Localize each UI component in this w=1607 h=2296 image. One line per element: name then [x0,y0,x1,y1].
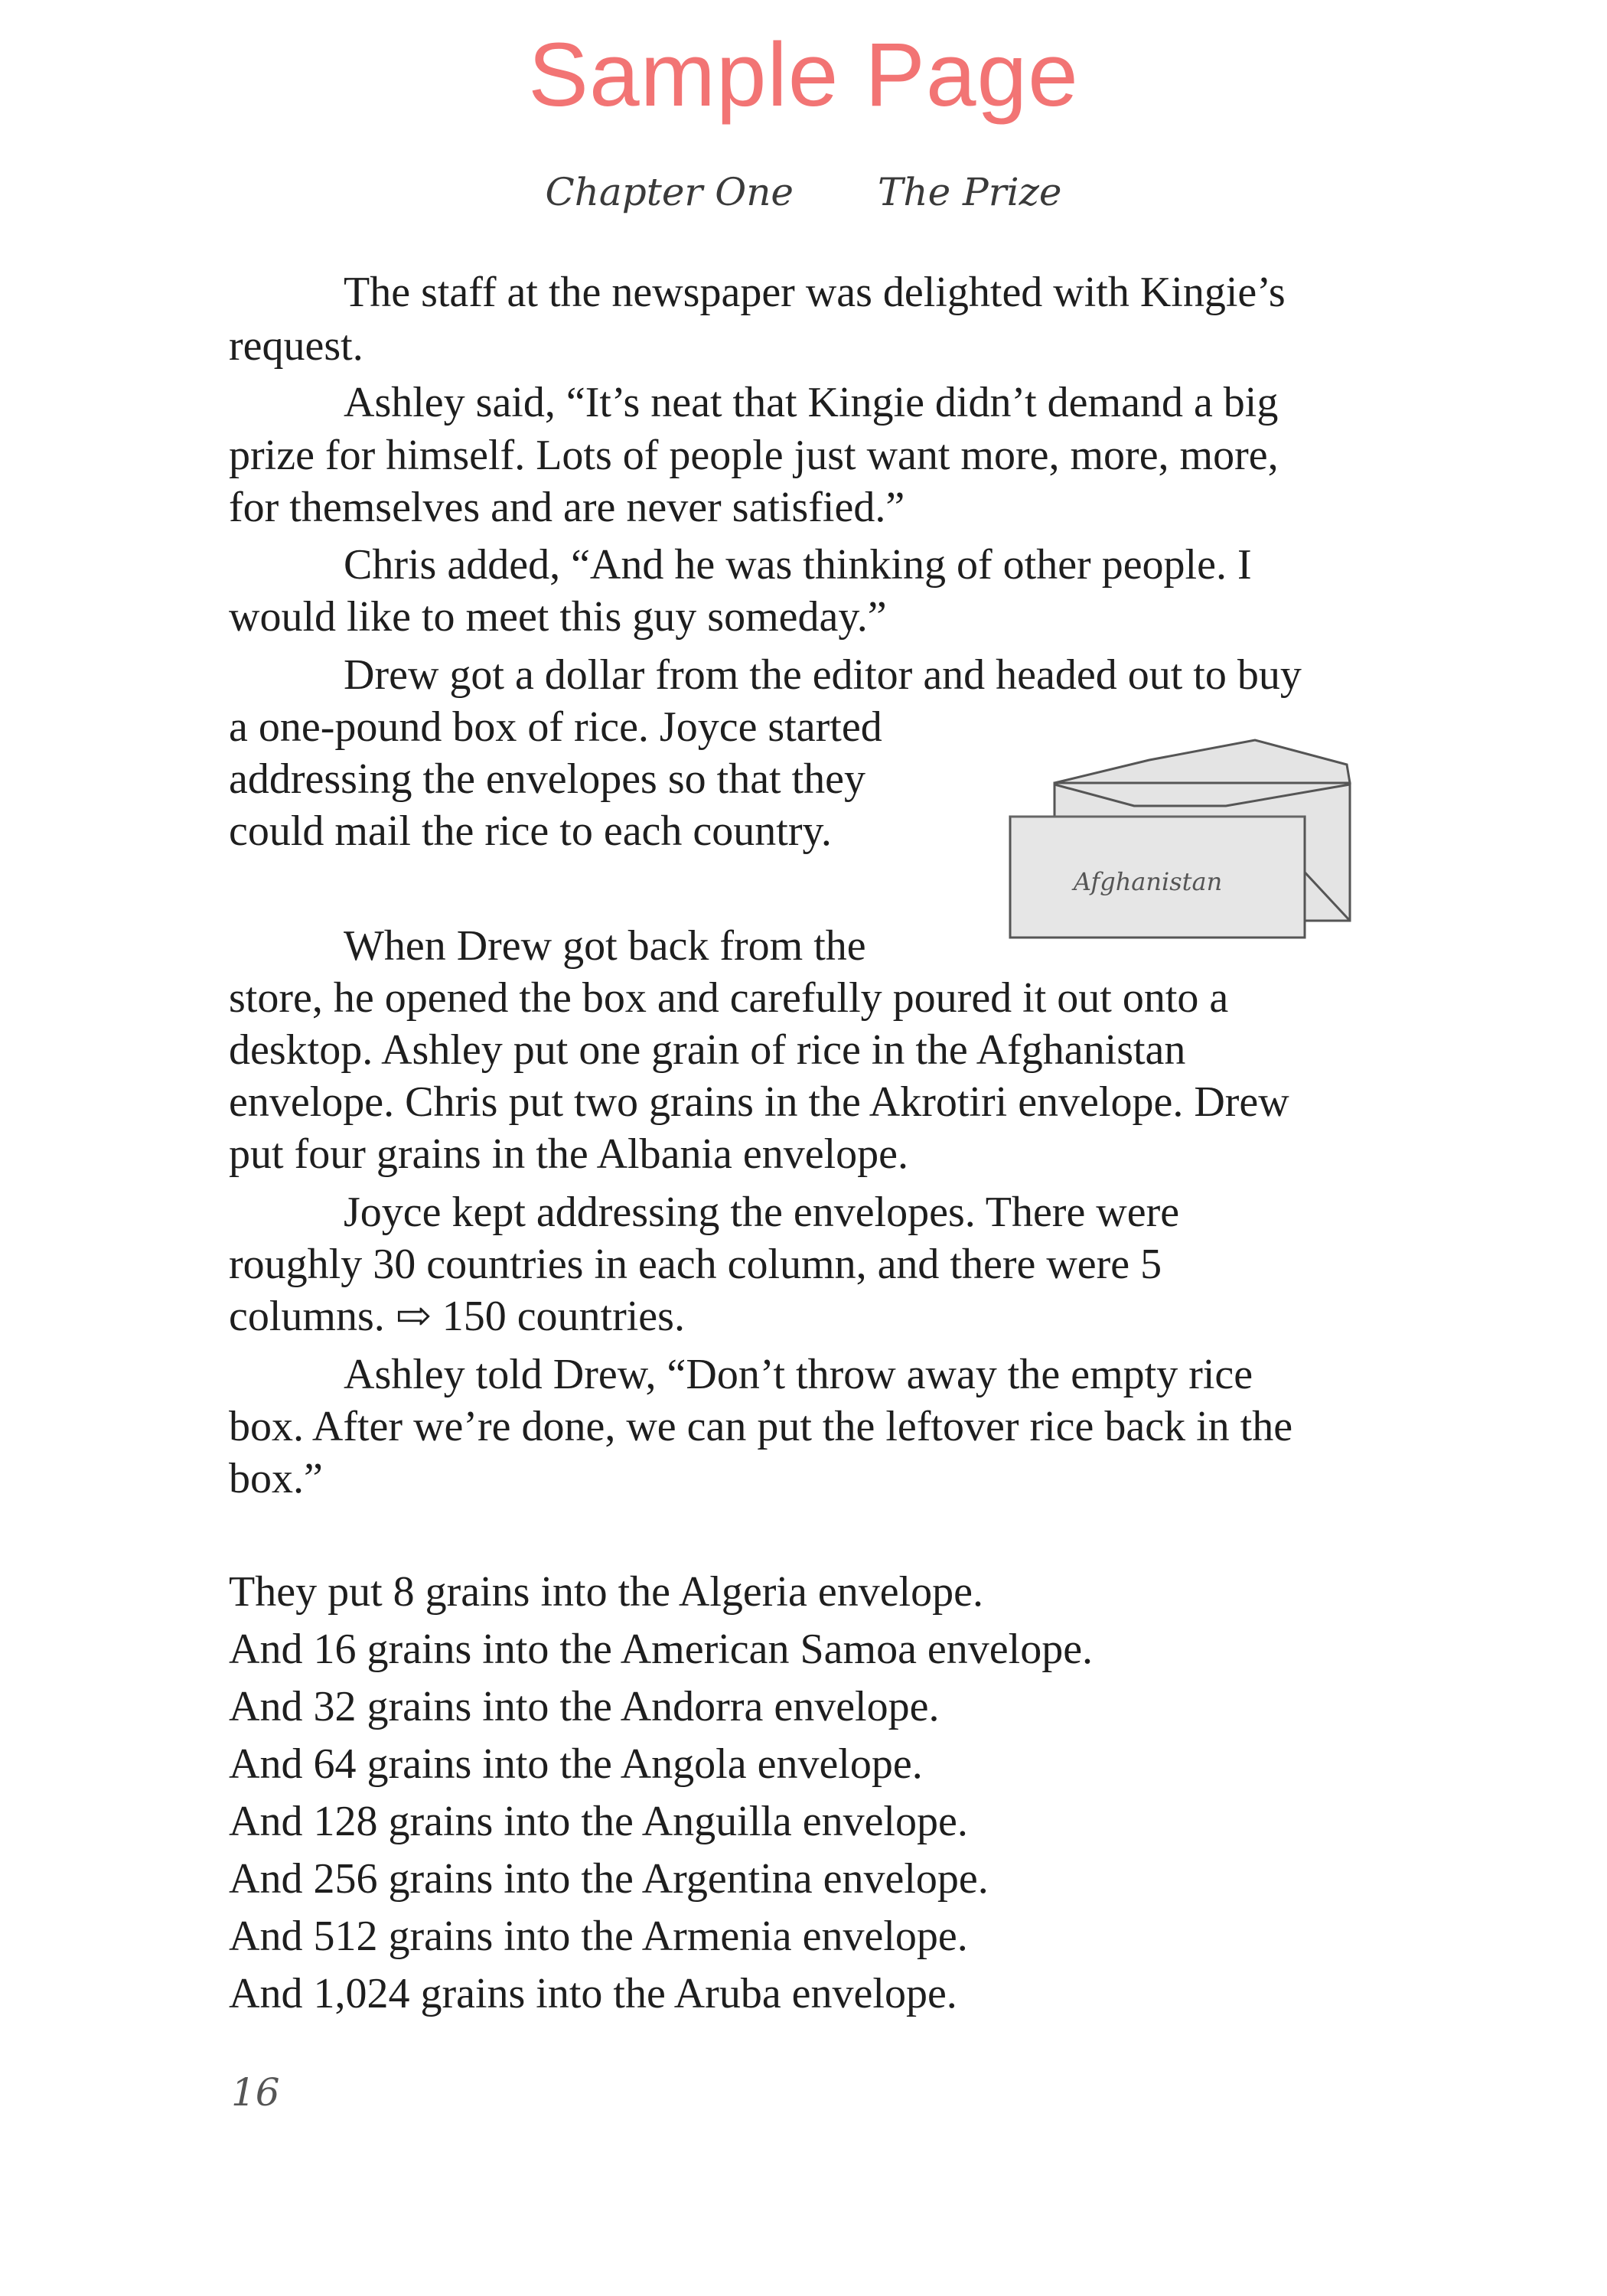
chapter-label: Chapter One [545,170,794,214]
text-line: And 16 grains into the American Samoa envelope. [229,1626,1094,1673]
text-line: columns. ⇨ 150 countries. [229,1293,685,1340]
text-line: When Drew got back from the [344,922,866,970]
envelope-label: Afghanistan [1073,867,1223,896]
text-line: They put 8 grains into the Algeria envelope. [229,1568,983,1616]
text-line: Chris added, “And he was thinking of other people. I [344,541,1252,589]
chapter-title: The Prize [878,170,1062,214]
text-line: would like to meet this guy someday.” [229,593,887,641]
text-line: addressing the envelopes so that they [229,755,866,803]
text-line: Ashley said, “It’s neat that Kingie didn’t demand a big [344,379,1279,426]
text-line: The staff at the newspaper was delighted with Kingie’s [344,269,1286,316]
text-line: Ashley told Drew, “Don’t throw away the empty rice [344,1351,1253,1398]
text-line: for themselves and are never satisfied.” [229,484,905,531]
text-line: box.” [229,1455,323,1502]
text-line: And 1,024 grains into the Aruba envelope. [229,1970,957,2017]
text-line: prize for himself. Lots of people just want more, more, more, [229,432,1279,479]
text-line: envelope. Chris put two grains in the Akrotiri envelope. Drew [229,1078,1289,1126]
text-line: roughly 30 countries in each column, and there were 5 [229,1241,1162,1288]
text-line: put four grains in the Albania envelope. [229,1130,908,1178]
text-line: Drew got a dollar from the editor and headed out to buy [344,651,1302,699]
text-line: could mail the rice to each country. [229,807,832,855]
envelope-illustration [1004,731,1356,945]
text-line: And 64 grains into the Angola envelope. [229,1740,923,1788]
text-line: request. [229,322,363,370]
text-line: And 512 grains into the Armenia envelope. [229,1913,968,1960]
watermark: Sample Page [528,24,1079,126]
text-line: Joyce kept addressing the envelopes. There were [344,1189,1180,1236]
running-header [0,170,1607,214]
text-line: store, he opened the box and carefully poured it out onto a [229,974,1229,1022]
page-number: 16 [231,2070,280,2115]
text-line: And 128 grains into the Anguilla envelope. [229,1798,968,1845]
text-line: And 256 grains into the Argentina envelope. [229,1855,989,1903]
text-line: desktop. Ashley put one grain of rice in the Afghanistan [229,1026,1186,1074]
text-line: And 32 grains into the Andorra envelope. [229,1683,940,1730]
text-line: box. After we’re done, we can put the leftover rice back in the [229,1403,1293,1450]
text-line: a one-pound box of rice. Joyce started [229,703,882,751]
